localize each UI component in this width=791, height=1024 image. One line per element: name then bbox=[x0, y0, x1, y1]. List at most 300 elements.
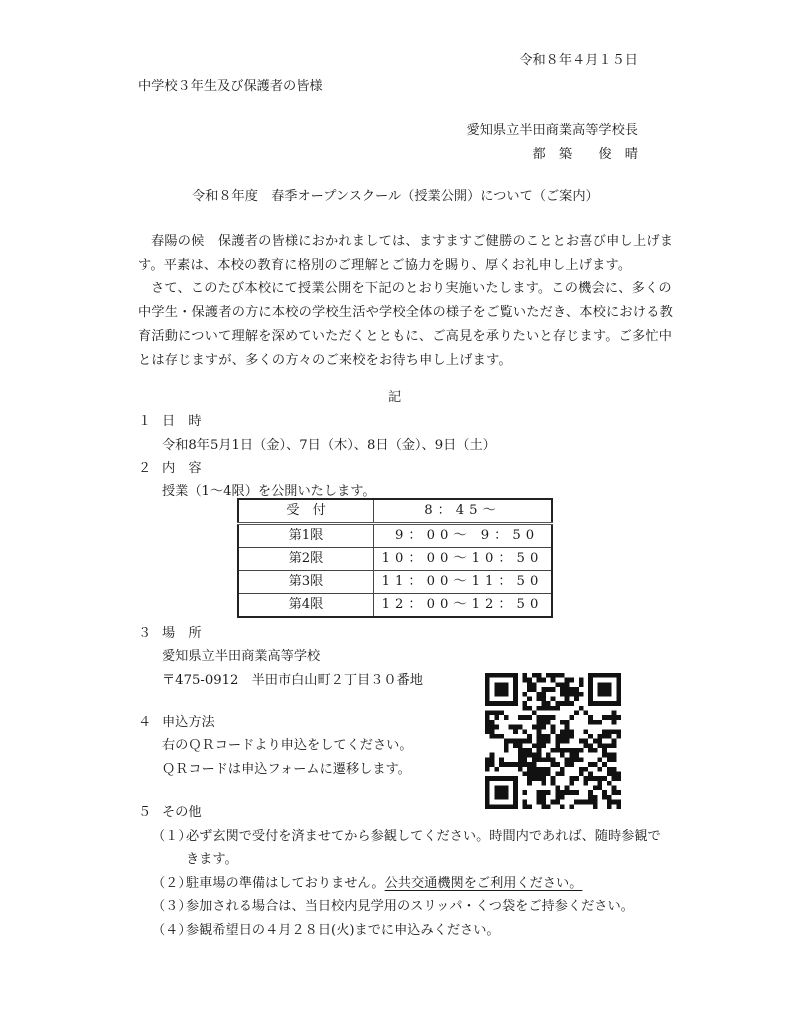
qr-module bbox=[579, 748, 584, 753]
qr-module bbox=[602, 701, 607, 706]
qr-module bbox=[588, 701, 593, 706]
qr-module bbox=[569, 734, 574, 739]
section-3-number: ３ bbox=[138, 626, 152, 641]
qr-module bbox=[579, 757, 584, 762]
qr-module bbox=[537, 673, 542, 678]
qr-module bbox=[499, 786, 504, 791]
qr-module bbox=[532, 725, 537, 730]
qr-module bbox=[569, 790, 574, 795]
item-2-plain: 駐車場の準備はしておりません。 bbox=[186, 876, 385, 891]
qr-module bbox=[518, 753, 523, 758]
qr-module bbox=[537, 753, 542, 758]
qr-module bbox=[598, 701, 603, 706]
recipient: 中学校３年生及び保護者の皆様 bbox=[138, 79, 323, 94]
qr-module bbox=[513, 795, 518, 800]
qr-module bbox=[565, 762, 570, 767]
qr-module bbox=[527, 771, 532, 776]
qr-module bbox=[546, 790, 551, 795]
qr-module bbox=[485, 804, 490, 809]
qr-module bbox=[499, 687, 504, 692]
qr-module bbox=[551, 687, 556, 692]
qr-module bbox=[560, 692, 565, 697]
qr-module bbox=[494, 725, 499, 730]
qr-module bbox=[494, 711, 499, 716]
qr-module bbox=[490, 711, 495, 716]
qr-module bbox=[551, 800, 556, 805]
qr-code-icon[interactable] bbox=[485, 673, 621, 809]
item-4-label: （４） bbox=[152, 923, 192, 938]
item-4-text: 参観希望日の４月２８日(火)までに申込みください。 bbox=[186, 923, 500, 938]
qr-module bbox=[527, 687, 532, 692]
section-2-heading: 内 容 bbox=[162, 461, 202, 476]
qr-module bbox=[546, 767, 551, 772]
qr-module bbox=[541, 781, 546, 786]
qr-module bbox=[485, 757, 490, 762]
qr-module bbox=[588, 682, 593, 687]
para2-line3: 育活動について理解を深めていただくとともに、ご高見を承りたいと存じます。ご多忙中 bbox=[138, 329, 673, 344]
qr-module bbox=[560, 739, 565, 744]
qr-module bbox=[541, 687, 546, 692]
qr-module bbox=[527, 767, 532, 772]
qr-module bbox=[588, 715, 593, 720]
qr-module bbox=[612, 743, 617, 748]
qr-module bbox=[537, 720, 542, 725]
qr-module bbox=[541, 678, 546, 683]
qr-module bbox=[537, 696, 542, 701]
schedule-time: 10：00～10：50 bbox=[374, 548, 553, 571]
qr-module bbox=[602, 687, 607, 692]
qr-module bbox=[569, 757, 574, 762]
schedule-time: 11：00～11：50 bbox=[374, 571, 553, 594]
qr-module bbox=[598, 720, 603, 725]
qr-module bbox=[602, 715, 607, 720]
schedule-time: 9：00～ 9：50 bbox=[374, 524, 553, 548]
qr-module bbox=[537, 743, 542, 748]
qr-module bbox=[588, 696, 593, 701]
qr-module bbox=[569, 687, 574, 692]
qr-module bbox=[494, 673, 499, 678]
qr-module bbox=[518, 715, 523, 720]
qr-module bbox=[485, 696, 490, 701]
qr-module bbox=[583, 776, 588, 781]
qr-module bbox=[607, 729, 612, 734]
qr-module bbox=[588, 678, 593, 683]
qr-module bbox=[569, 678, 574, 683]
qr-module bbox=[508, 739, 513, 744]
qr-module bbox=[555, 739, 560, 744]
qr-module bbox=[598, 767, 603, 772]
qr-module bbox=[574, 748, 579, 753]
qr-module bbox=[494, 682, 499, 687]
sender-organization: 愛知県立半田商業高等学校長 bbox=[466, 123, 638, 138]
qr-module bbox=[527, 678, 532, 683]
qr-module bbox=[612, 800, 617, 805]
qr-module bbox=[546, 720, 551, 725]
para1-line1: 春陽の候 保護者の皆様におかれましては、ますますご健勝のこととお喜び申し上げま bbox=[151, 234, 674, 249]
qr-module bbox=[532, 711, 537, 716]
qr-module bbox=[485, 781, 490, 786]
qr-module bbox=[541, 715, 546, 720]
qr-module bbox=[565, 687, 570, 692]
qr-module bbox=[579, 706, 584, 711]
qr-module bbox=[588, 720, 593, 725]
qr-module bbox=[612, 711, 617, 716]
table-row bbox=[238, 499, 552, 524]
qr-module bbox=[598, 739, 603, 744]
qr-module bbox=[616, 771, 621, 776]
qr-module bbox=[565, 692, 570, 697]
qr-module bbox=[485, 786, 490, 791]
qr-module bbox=[499, 692, 504, 697]
qr-module bbox=[607, 781, 612, 786]
qr-module bbox=[494, 804, 499, 809]
qr-module bbox=[518, 739, 523, 744]
qr-module bbox=[555, 673, 560, 678]
qr-module bbox=[579, 771, 584, 776]
qr-module bbox=[527, 776, 532, 781]
qr-module bbox=[485, 692, 490, 697]
qr-module bbox=[555, 800, 560, 805]
qr-module bbox=[541, 734, 546, 739]
qr-module bbox=[485, 701, 490, 706]
qr-module bbox=[485, 767, 490, 772]
qr-module bbox=[527, 734, 532, 739]
qr-module bbox=[541, 771, 546, 776]
table-row bbox=[238, 571, 552, 594]
qr-module bbox=[616, 682, 621, 687]
qr-module bbox=[537, 715, 542, 720]
qr-module bbox=[574, 753, 579, 758]
qr-module bbox=[537, 790, 542, 795]
qr-module bbox=[541, 706, 546, 711]
qr-module bbox=[523, 800, 528, 805]
qr-module bbox=[513, 739, 518, 744]
qr-module bbox=[607, 757, 612, 762]
qr-module bbox=[485, 729, 490, 734]
qr-module bbox=[579, 767, 584, 772]
qr-module bbox=[508, 701, 513, 706]
section-1-heading: 日 時 bbox=[162, 414, 202, 429]
section-3-line2: 〒475-0912 半田市白山町２丁目３０番地 bbox=[162, 673, 423, 688]
qr-module bbox=[616, 678, 621, 683]
section-2-content: 授業（1～4限）を公開いたします。 bbox=[162, 484, 376, 499]
document-title: 令和８年度 春季オープンスクール（授業公開）について（ご案内） bbox=[192, 189, 599, 204]
qr-module bbox=[607, 692, 612, 697]
qr-module bbox=[494, 795, 499, 800]
qr-module bbox=[546, 771, 551, 776]
qr-module bbox=[616, 701, 621, 706]
section-4-line2: ＱＲコードは申込フォームに遷移します。 bbox=[162, 762, 411, 777]
qr-module bbox=[494, 687, 499, 692]
qr-module bbox=[541, 757, 546, 762]
qr-module bbox=[612, 701, 617, 706]
qr-module bbox=[551, 678, 556, 683]
qr-module bbox=[485, 800, 490, 805]
qr-module bbox=[579, 692, 584, 697]
qr-module bbox=[527, 762, 532, 767]
qr-module bbox=[588, 743, 593, 748]
table-row bbox=[238, 594, 552, 618]
table-row bbox=[238, 524, 552, 548]
qr-module bbox=[593, 776, 598, 781]
qr-module bbox=[607, 771, 612, 776]
qr-module bbox=[504, 715, 509, 720]
item-1-line2: きます。 bbox=[186, 852, 238, 867]
qr-module bbox=[490, 725, 495, 730]
qr-module bbox=[560, 734, 565, 739]
qr-module bbox=[612, 757, 617, 762]
qr-module bbox=[616, 776, 621, 781]
qr-module bbox=[504, 804, 509, 809]
qr-module bbox=[565, 757, 570, 762]
qr-module bbox=[607, 715, 612, 720]
qr-module bbox=[523, 757, 528, 762]
qr-module bbox=[612, 790, 617, 795]
qr-module bbox=[532, 757, 537, 762]
qr-module bbox=[523, 771, 528, 776]
qr-module bbox=[555, 786, 560, 791]
qr-module bbox=[523, 753, 528, 758]
qr-module bbox=[485, 673, 490, 678]
qr-module bbox=[513, 781, 518, 786]
qr-module bbox=[574, 692, 579, 697]
qr-module bbox=[546, 757, 551, 762]
qr-module bbox=[490, 757, 495, 762]
qr-module bbox=[593, 739, 598, 744]
qr-module bbox=[560, 767, 565, 772]
qr-module bbox=[555, 701, 560, 706]
qr-module bbox=[485, 795, 490, 800]
qr-module bbox=[527, 706, 532, 711]
qr-module bbox=[593, 720, 598, 725]
qr-module bbox=[588, 692, 593, 697]
qr-module bbox=[537, 706, 542, 711]
para2-line1: さて、このたび本校にて授業公開を下記のとおり実施いたします。この機会に、多くの bbox=[151, 281, 672, 296]
qr-module bbox=[588, 748, 593, 753]
qr-module bbox=[490, 673, 495, 678]
qr-module bbox=[551, 673, 556, 678]
qr-module bbox=[537, 800, 542, 805]
qr-module bbox=[499, 790, 504, 795]
qr-module bbox=[541, 776, 546, 781]
qr-module bbox=[593, 748, 598, 753]
qr-module bbox=[504, 776, 509, 781]
qr-module bbox=[612, 771, 617, 776]
qr-module bbox=[593, 701, 598, 706]
qr-module bbox=[527, 715, 532, 720]
qr-module bbox=[499, 804, 504, 809]
qr-module bbox=[541, 696, 546, 701]
qr-module bbox=[494, 692, 499, 697]
qr-module bbox=[504, 743, 509, 748]
qr-module bbox=[607, 734, 612, 739]
qr-module bbox=[527, 753, 532, 758]
qr-module bbox=[513, 804, 518, 809]
para2-line4: とは存じますが、多くの方々のご来校をお待ち申し上げます。 bbox=[138, 353, 512, 368]
qr-module bbox=[485, 687, 490, 692]
qr-module bbox=[541, 743, 546, 748]
qr-module bbox=[551, 748, 556, 753]
qr-module bbox=[602, 673, 607, 678]
qr-module bbox=[579, 678, 584, 683]
qr-module bbox=[513, 786, 518, 791]
qr-module bbox=[612, 776, 617, 781]
qr-module bbox=[607, 795, 612, 800]
qr-module bbox=[565, 734, 570, 739]
qr-module bbox=[541, 800, 546, 805]
qr-module bbox=[607, 687, 612, 692]
qr-module bbox=[527, 804, 532, 809]
qr-module bbox=[607, 682, 612, 687]
qr-module bbox=[583, 743, 588, 748]
qr-module bbox=[565, 720, 570, 725]
qr-module bbox=[499, 757, 504, 762]
qr-module bbox=[551, 696, 556, 701]
qr-module bbox=[602, 729, 607, 734]
qr-module bbox=[579, 682, 584, 687]
qr-module bbox=[602, 762, 607, 767]
qr-module bbox=[569, 692, 574, 697]
section-1-number: １ bbox=[138, 414, 152, 429]
qr-module bbox=[485, 725, 490, 730]
qr-module bbox=[532, 673, 537, 678]
qr-module bbox=[513, 696, 518, 701]
qr-module bbox=[616, 687, 621, 692]
qr-module bbox=[565, 678, 570, 683]
qr-module bbox=[616, 790, 621, 795]
qr-module bbox=[569, 776, 574, 781]
qr-module bbox=[602, 748, 607, 753]
item-1-line1: 必ず玄関で受付を済ませてから参観してください。時間内であれば、随時参観で bbox=[186, 829, 661, 844]
qr-module bbox=[546, 804, 551, 809]
qr-module bbox=[541, 767, 546, 772]
qr-module bbox=[504, 790, 509, 795]
qr-module bbox=[508, 673, 513, 678]
qr-module bbox=[598, 757, 603, 762]
qr-module bbox=[607, 743, 612, 748]
qr-module bbox=[565, 748, 570, 753]
qr-module bbox=[612, 753, 617, 758]
qr-module bbox=[593, 800, 598, 805]
qr-module bbox=[513, 692, 518, 697]
qr-module bbox=[508, 762, 513, 767]
qr-module bbox=[583, 729, 588, 734]
qr-module bbox=[527, 781, 532, 786]
qr-module bbox=[504, 701, 509, 706]
qr-module bbox=[551, 762, 556, 767]
qr-module bbox=[588, 762, 593, 767]
qr-module bbox=[513, 743, 518, 748]
qr-module bbox=[541, 795, 546, 800]
qr-module bbox=[555, 734, 560, 739]
qr-module bbox=[583, 800, 588, 805]
qr-module bbox=[537, 771, 542, 776]
schedule-time: 12：00～12：50 bbox=[374, 594, 553, 618]
qr-module bbox=[518, 743, 523, 748]
qr-module bbox=[569, 753, 574, 758]
qr-module bbox=[546, 753, 551, 758]
item-3-text: 参加される場合は、当日校内見学用のスリッパ・くつ袋をご持参ください。 bbox=[186, 899, 634, 914]
qr-module bbox=[499, 734, 504, 739]
qr-module bbox=[532, 682, 537, 687]
qr-module bbox=[555, 790, 560, 795]
qr-module bbox=[494, 776, 499, 781]
qr-module bbox=[541, 720, 546, 725]
qr-module bbox=[560, 682, 565, 687]
qr-module bbox=[537, 725, 542, 730]
schedule-label: 受 付 bbox=[238, 499, 374, 524]
qr-module bbox=[560, 673, 565, 678]
qr-module bbox=[537, 757, 542, 762]
qr-module bbox=[541, 692, 546, 697]
qr-module bbox=[565, 696, 570, 701]
qr-module bbox=[555, 771, 560, 776]
qr-module bbox=[504, 748, 509, 753]
qr-module bbox=[541, 790, 546, 795]
qr-module bbox=[588, 673, 593, 678]
qr-module bbox=[569, 701, 574, 706]
qr-module bbox=[499, 682, 504, 687]
qr-module bbox=[593, 795, 598, 800]
qr-module bbox=[546, 739, 551, 744]
qr-module bbox=[513, 762, 518, 767]
section-1-content: 令和8年5月1日（金）、7日（木）、8日（金）、9日（土） bbox=[162, 438, 496, 453]
qr-module bbox=[494, 767, 499, 772]
qr-module bbox=[602, 692, 607, 697]
qr-module bbox=[537, 678, 542, 683]
ki-marker: 記 bbox=[388, 390, 402, 405]
qr-module bbox=[602, 776, 607, 781]
qr-module bbox=[560, 687, 565, 692]
qr-module bbox=[527, 682, 532, 687]
schedule-time: 8：45～ bbox=[374, 499, 553, 524]
qr-module bbox=[523, 790, 528, 795]
qr-module bbox=[569, 804, 574, 809]
qr-module bbox=[560, 748, 565, 753]
qr-module bbox=[508, 804, 513, 809]
qr-module bbox=[579, 800, 584, 805]
qr-module bbox=[513, 729, 518, 734]
qr-module bbox=[583, 711, 588, 716]
item-2-underlined: 公共交通機関をご利用ください。 bbox=[384, 876, 583, 891]
qr-module bbox=[574, 711, 579, 716]
qr-module bbox=[518, 762, 523, 767]
qr-module bbox=[513, 725, 518, 730]
para1-line2: す。平素は、本校の教育に格別のご理解とご協力を賜り、厚くお礼申し上げます。 bbox=[138, 258, 632, 273]
qr-module bbox=[598, 673, 603, 678]
qr-module bbox=[574, 800, 579, 805]
qr-module bbox=[607, 701, 612, 706]
qr-module bbox=[494, 734, 499, 739]
qr-module bbox=[574, 696, 579, 701]
qr-module bbox=[541, 725, 546, 730]
qr-module bbox=[551, 715, 556, 720]
qr-module bbox=[532, 767, 537, 772]
qr-module bbox=[523, 692, 528, 697]
qr-module bbox=[598, 692, 603, 697]
qr-module bbox=[565, 790, 570, 795]
qr-module bbox=[537, 748, 542, 753]
qr-module bbox=[583, 767, 588, 772]
qr-module bbox=[551, 757, 556, 762]
qr-module bbox=[565, 729, 570, 734]
qr-module bbox=[490, 762, 495, 767]
qr-module bbox=[574, 687, 579, 692]
section-5-heading: その他 bbox=[162, 805, 202, 820]
qr-module bbox=[504, 786, 509, 791]
qr-module bbox=[593, 762, 598, 767]
qr-module bbox=[565, 786, 570, 791]
